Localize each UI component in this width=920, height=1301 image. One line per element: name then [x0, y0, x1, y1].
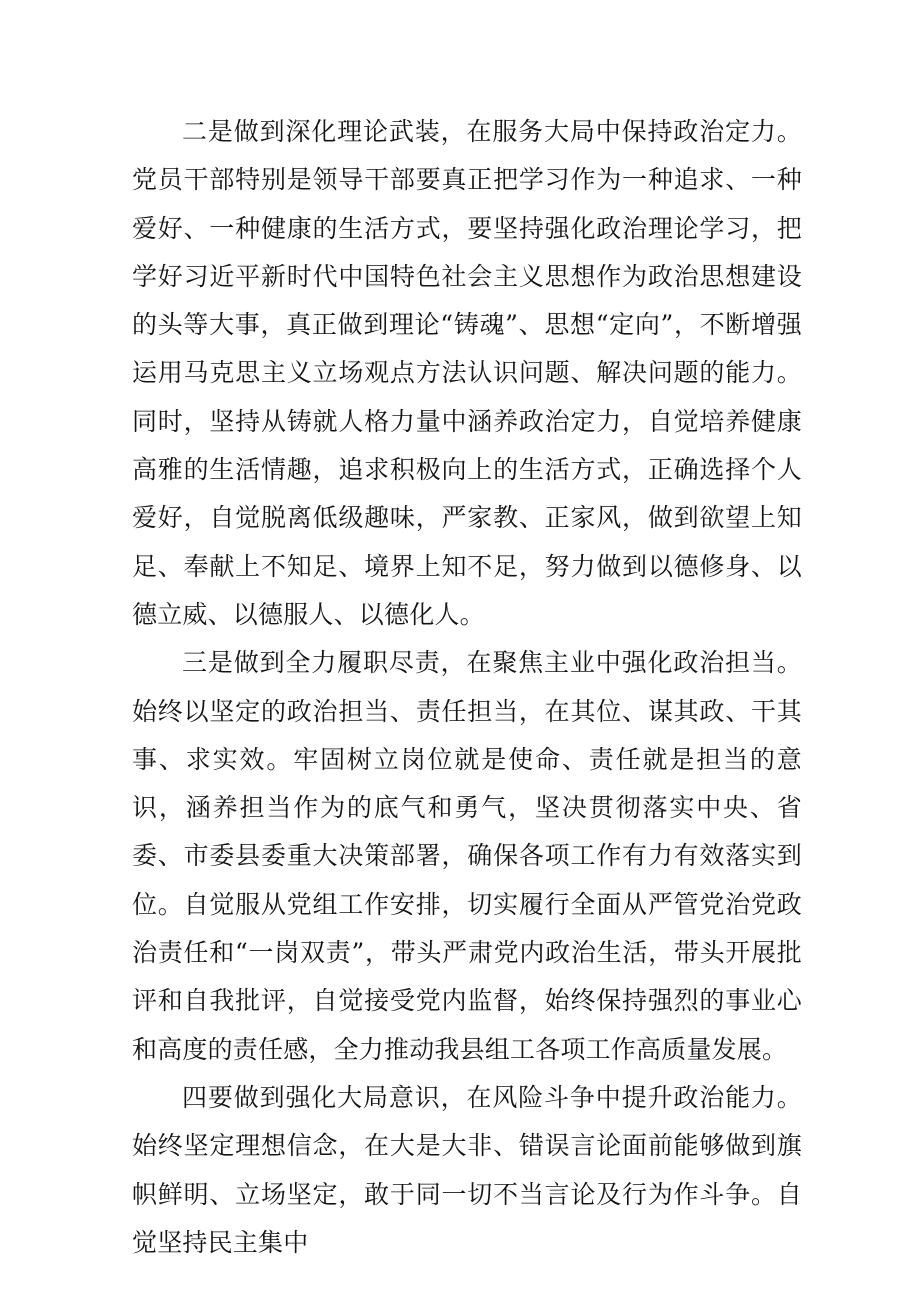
paragraph-four: 四要做到强化大局意识，在风险斗争中提升政治能力。始终坚定理想信念，在大是大非、错误言论面前能够做到旗帜鲜明、立场坚定，敢于同一切不当言论及行为作斗争。自觉坚持民主集中 — [132, 1082, 802, 1257]
document-body — [132, 108, 802, 1267]
paragraph-two: 二是做到深化理论武装，在服务大局中保持政治定力。党员干部特别是领导干部要真正把学习作为一种追求、一种爱好、一种健康的生活方式，要坚持强化政治理论学习，把学好习近平新时代中国特色社会主义思想作为政治思想建设的头等大事，真正做到理论“铸魂”、思想“定向”，不断增强运用马克思主义立场观点方法认识问题、解决问题的能力。同时，坚持从铸就人格力量中涵养政治定力，自觉培养健康高雅的生活情趣，追求积极向上的生活方式，正确选择个人爱好，自觉脱离低级趣味，严家教、正家风，做到欲望上知足、奉献上不知足、境界上知不足，努力做到以德修身、以德立威、以德服人、以德化人。 — [132, 117, 802, 629]
paragraph-three: 三是做到全力履职尽责，在聚焦主业中强化政治担当。始终以坚定的政治担当、责任担当，在其位、谋其政、干其事、求实效。牢固树立岗位就是使命、责任就是担当的意识，涵养担当作为的底气和勇气，坚决贯彻落实中央、省委、市委县委重大决策部署，确保各项工作有力有效落实到位。自觉服从党组工作安排，切实履行全面从严管党治党政治责任和“一岗双责”，带头严肃党内政治生活，带头开展批评和自我批评，自觉接受党内监督，始终保持强烈的事业心和高度的责任感，全力推动我县组工各项工作高质量发展。 — [132, 648, 802, 1064]
